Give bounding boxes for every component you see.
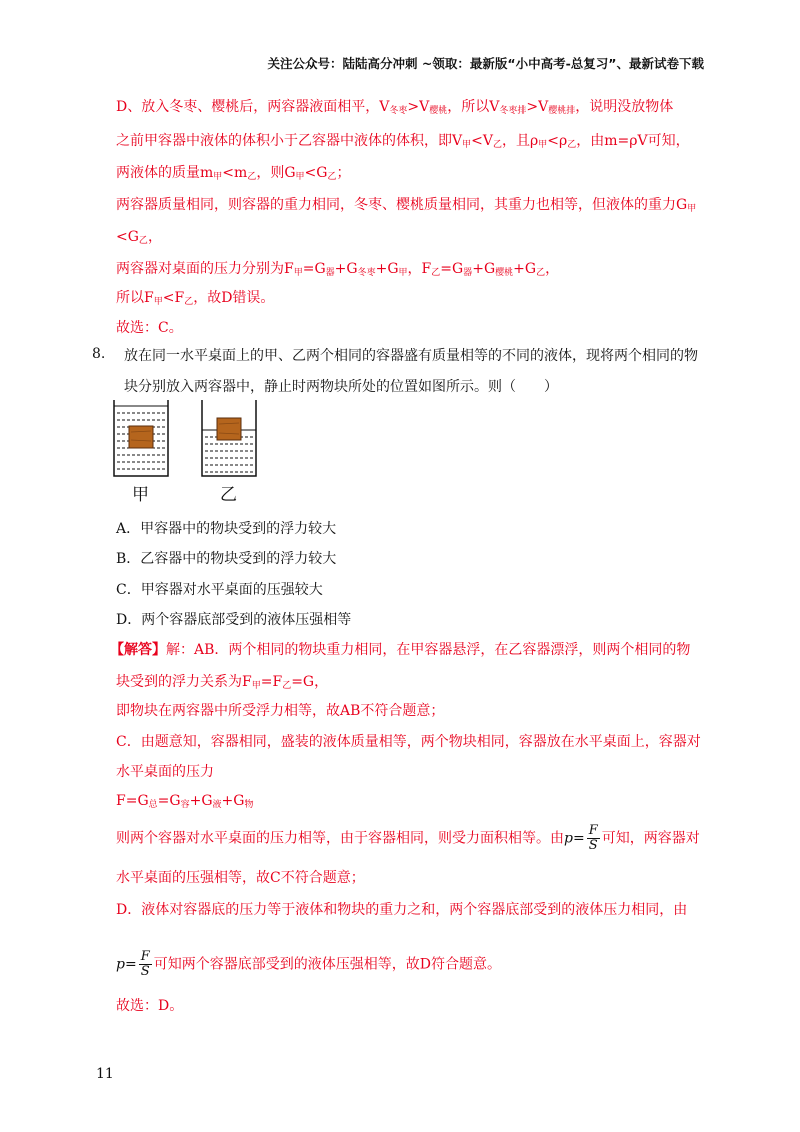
question-stem-line-1: 放在同一水平桌面上的甲、乙两个相同的容器盛有质量相等的不同的液体，现将两个相同的物 [124,348,698,364]
block-jia [129,426,153,448]
prev-solution-line-3: 两液体的质量$m_甲<m_乙$，则$G_甲<G_乙$； [116,165,351,182]
pressure-formula-2: $\frac{F}{S}$ [140,949,150,979]
option-b: B．乙容器中的物块受到的浮力较大 [116,551,337,567]
question-number: 8. [92,346,106,362]
block-yi [217,418,241,440]
prev-solution-line-7: 所以$F_甲<F_乙$，故D错误。 [116,290,275,307]
containers-diagram [112,398,272,478]
answer-line-8: 水平桌面的压强相等，故C不符合题意； [116,870,365,886]
page-number: 11 [96,1066,114,1082]
prev-solution-line-5: $<G_乙$， [116,229,162,246]
answer-line-9: D．液体对容器底的压力等于液体和物块的重力之和，两个容器底部受到的液体压力相同，由 [116,902,688,918]
prev-solution-line-2: 之前甲容器中液体的体积小于乙容器中液体的体积，即$V_甲<V_乙$，且$\rho_甲<\rho_乙$，由m=ρV可知， [116,133,690,150]
figure-label-yi: 乙 [220,485,237,505]
figure-label-jia: 甲 [132,485,149,505]
option-d: D．两个容器底部受到的液体压强相等 [116,612,352,628]
liquid-yi [205,437,254,472]
answer-line-7: 则两个容器对水平桌面的压力相等，由于容器相同，则受力面积相等。由p= $\frac{F}{S}$ 可知，两容器对 [116,823,700,853]
option-c: C．甲容器对水平桌面的压强较大 [116,582,323,598]
question-stem-line-2: 块分别放入两容器中，静止时两物块所处的位置如图所示。则（ ） [124,379,558,395]
page-header: 关注公众号：陆陆高分冲刺 ~领取：最新版“小中高考-总复习”、最新试卷下载 [267,56,704,71]
option-a: A．甲容器中的物块受到的浮力较大 [116,521,337,537]
answer-choice: 故选：D。 [116,998,184,1014]
container-yi [202,400,256,476]
answer-line-2: 块受到的浮力关系为$F_甲=F_乙=G$， [116,674,329,691]
containers-figure [112,398,272,508]
prev-solution-line-1: D、放入冬枣、樱桃后，两容器液面相平，$V_{冬枣}>V_{樱桃}$，所以$V_{冬枣排}>V_{樱桃排}$，说明没放物体 [116,99,674,116]
answer-line-5: 水平桌面的压力 [116,764,214,780]
prev-solution-line-4: 两容器质量相同，则容器的重力相同，冬枣、樱桃质量相同，其重力也相等，但液体的重力$G_甲$ [116,197,697,214]
answer-tag: 【解答】 [110,642,166,658]
answer-line-10: p= $\frac{F}{S}$ 可知两个容器底部受到的液体压强相等，故D符合题意。 [116,949,501,979]
prev-solution-line-6: 两容器对桌面的压力分别为$F_甲=G_器+G_{冬枣}+G_甲$，$F_乙=G_器+G_{樱桃}+G_乙$， [116,261,560,278]
answer-line-6: $F=G_总=G_容+G_液+G_物$ [116,793,254,810]
answer-line-3: 即物块在两容器中所受浮力相等，故AB不符合题意； [116,703,445,719]
container-jia [114,400,168,476]
prev-answer-choice: 故选：C。 [116,320,183,336]
pressure-formula: $\frac{F}{S}$ [588,823,598,853]
answer-line-4: C．由题意知，容器相同，盛装的液体质量相等，两个物块相同，容器放在水平桌面上，容器对 [116,734,701,750]
answer-line-1: 【解答】解：AB．两个相同的物块重力相同，在甲容器悬浮，在乙容器漂浮，则两个相同的物 [110,642,691,658]
